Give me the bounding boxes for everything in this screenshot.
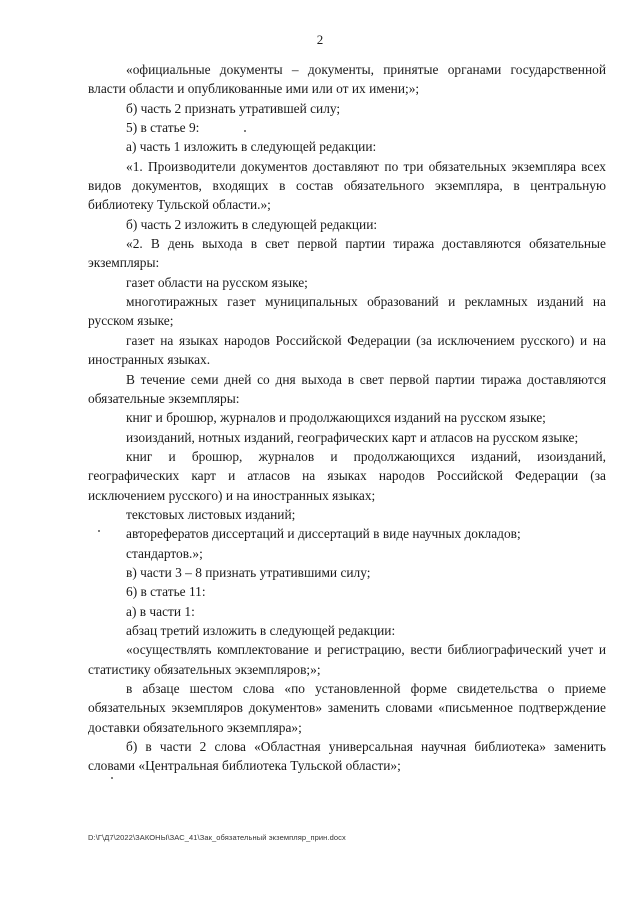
paragraph: газет на языках народов Российской Федерации (за исключением русского) и на иностранных языках. [88,332,606,368]
paragraph: «2. В день выхода в свет первой партии тиража доставляются обязательные экземпляры: [88,236,606,271]
paragraph: многотиражных газет муниципальных образований и рекламных изданий на русском языке; [88,294,606,329]
paragraph: 5) в статье 9: [126,120,200,136]
paragraph: 6) в статье 11: [126,584,206,600]
paragraph: книг и брошюр, журналов и продолжающихся изданий, изоизданий, географических карт и атласов на языках народов Российской Федерации (за исключением русского) и на иностранных языках; [88,448,606,503]
paragraph: б) в части 2 слова «Областная универсальная научная библиотека» заменить словами «Центральная библиотека Тульской области»; [88,739,606,774]
scan-speck [98,530,100,532]
paragraph: «1. Производители документов доставляют по три обязательных экземпляра всех видов документов, входящих в состав обязательного экземпляра, в центральную библиотеку Тульской области.»; [88,158,606,213]
paragraph: абзац третий изложить в следующей редакции: [126,622,396,638]
paragraph: изоизданий, нотных изданий, географических карт и атласов на русском языке; [126,429,579,445]
paragraph: стандартов.»; [126,545,203,561]
paragraph: а) часть 1 изложить в следующей редакции: [126,139,377,155]
scan-speck [111,777,113,779]
file-path-footer: D:\Г\Д7\2022\ЗАКОНЫ\ЗАС_41\Зак_обязательный экземпляр_прин.docx [88,833,346,842]
paragraph: газет области на русском языке; [126,274,308,290]
paragraph: книг и брошюр, журналов и продолжающихся изданий на русском языке; [126,410,546,426]
paragraph: б) часть 2 изложить в следующей редакции: [126,216,378,232]
paragraph: текстовых листовых изданий; [126,506,296,522]
page-number: 2 [316,32,324,47]
paragraph: б) часть 2 признать утратившей силу; [126,100,341,116]
document-body [88,60,606,776]
paragraph: «официальные документы – документы, принятые органами государственной власти области и опубликованные ими или от их имени;»; [88,62,606,97]
paragraph: «осуществлять комплектование и регистрацию, вести библиографический учет и статистику обязательных экземпляров;»; [88,642,606,677]
paragraph: а) в части 1: [126,603,195,619]
paragraph: В течение семи дней со дня выхода в свет первой партии тиража доставляются обязательные экземпляры: [88,371,606,406]
paragraph: в) части 3 – 8 признать утратившими силу; [126,564,371,580]
paragraph: в абзаце шестом слова «по установленной форме свидетельства о приеме обязательных экземпляров документов» заменить словами «письменное подтверждение доставки обязательного экземпляра»; [88,681,606,735]
scan-speck [244,130,246,132]
paragraph: авторефератов диссертаций и диссертаций в виде научных докладов; [126,526,521,542]
